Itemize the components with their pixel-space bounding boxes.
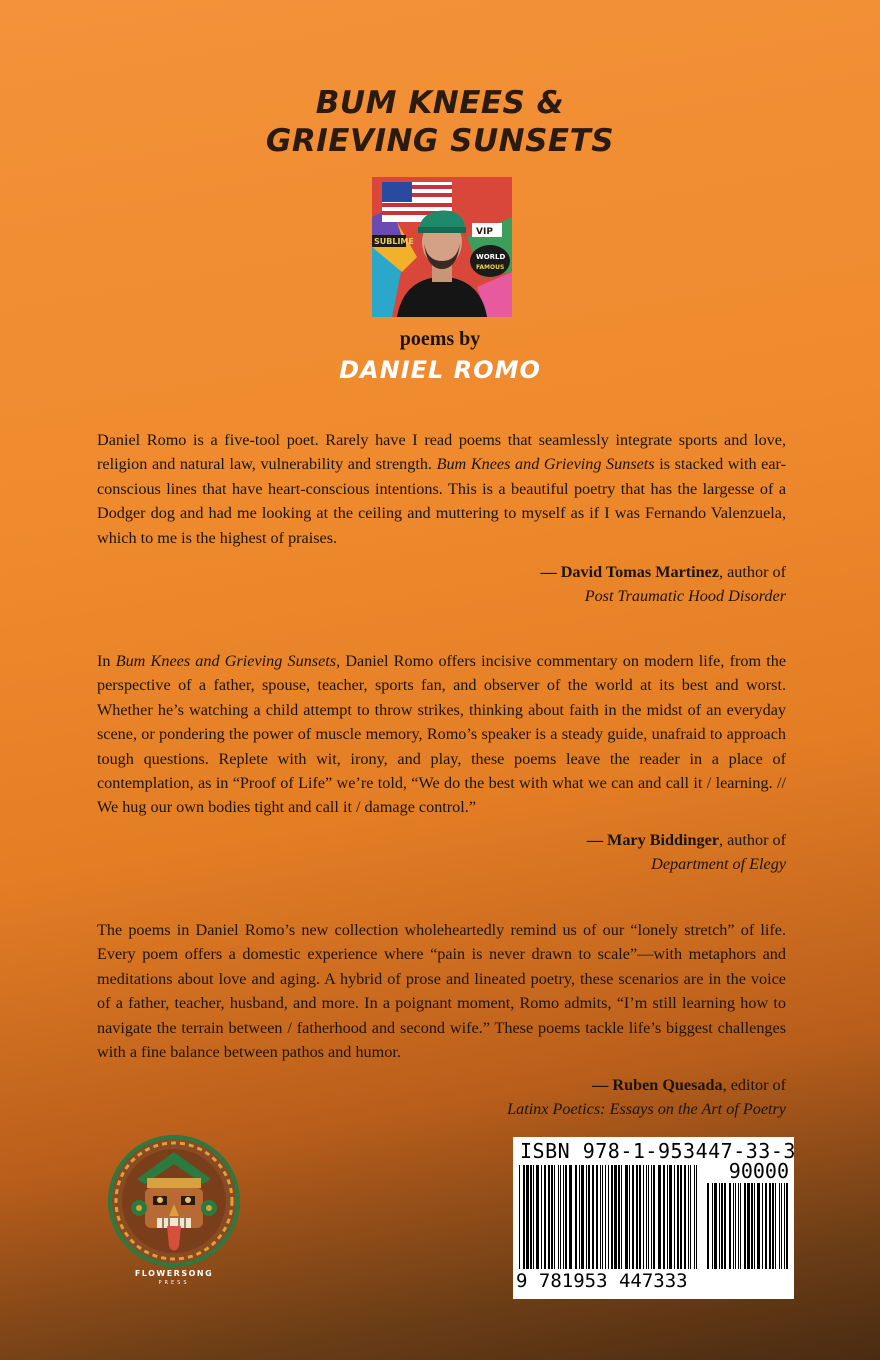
- barcode-bar: [765, 1183, 767, 1269]
- barcode-bar: [724, 1183, 726, 1269]
- blurb-3: [97, 918, 786, 1064]
- byline: poems by: [399, 328, 481, 350]
- barcode-bar: [733, 1183, 734, 1269]
- barcode-bar: [747, 1183, 750, 1269]
- barcode-bar: [558, 1165, 559, 1269]
- attribution-1-book: Post Traumatic Hood Disorder: [584, 587, 786, 605]
- barcode-bar: [592, 1165, 594, 1269]
- blurb-1-text-before: Daniel Romo is a five-tool poet. Rarely have I read poems that seamlessly integrate sports and love, religion and natural law, vulnerability and strength.: [97, 431, 786, 474]
- publisher-logo-icon: [107, 1134, 241, 1268]
- barcode-bar: [779, 1183, 780, 1269]
- book-title-line-2: GRIEVING SUNSETS: [265, 123, 615, 159]
- barcode-bar: [608, 1165, 609, 1269]
- barcode-bar: [618, 1165, 620, 1269]
- barcode-bar: [680, 1165, 682, 1269]
- photo-sign-famous: FAMOUS: [476, 264, 505, 271]
- attribution-2: [186, 828, 786, 876]
- attribution-3: [186, 1073, 786, 1121]
- barcode-bar: [714, 1183, 717, 1269]
- barcode-bar: [636, 1165, 638, 1269]
- barcode-bar: [738, 1183, 739, 1269]
- barcode-bar: [586, 1165, 587, 1269]
- author-photo: [372, 177, 512, 317]
- barcode-bar: [526, 1165, 529, 1269]
- barcode-bar: [735, 1183, 736, 1269]
- barcode-bar: [541, 1165, 542, 1269]
- barcode-bar: [651, 1165, 652, 1269]
- barcode-bar: [533, 1165, 534, 1269]
- barcode-bar: [544, 1165, 546, 1269]
- attribution-3-book: Latinx Poetics: Essays on the Art of Poetry: [507, 1100, 786, 1118]
- barcode-bar: [740, 1183, 741, 1269]
- blurb-2-italic-title: Bum Knees and Grieving Sunsets: [115, 652, 337, 670]
- photo-sign-world: WORLD: [476, 253, 506, 261]
- attribution-2-role: , author of: [719, 831, 786, 849]
- isbn-number: ISBN 978-1-953447-33-3: [520, 1139, 796, 1163]
- barcode-bar: [648, 1165, 649, 1269]
- blurb-1-text-after: is stacked with ear-conscious lines that have heart-conscious intentions. This is a beautiful poetry that has the largesse of a Dodger dog and had me looking at the ceiling and muttering to myself as if I was Fernando Valenzuela, which to me is the highest of praises.: [97, 455, 786, 547]
- barcode-bar: [721, 1183, 723, 1269]
- book-title-line-1: BUM KNEES &: [315, 85, 565, 121]
- barcode-bar: [769, 1183, 771, 1269]
- blurb-3-text-before: The poems in Daniel Romo’s new collection wholeheartedly remind us of our “lonely stretch” of life. Every poem offers a domestic experience where “pain is never drawn to scale”—with metaphors and meditations about love and aging. A hybrid of prose and lineated poetry, these scenarios are in the voice of a father, teacher, husband, and more. In a poignant moment, Romo admits, “I’m still learning how to navigate the terrain between / fatherhood and second wife.” These poems tackle life’s biggest challenges with a fine balance between pathos and humor.: [97, 921, 786, 1062]
- barcode-bar: [632, 1165, 634, 1269]
- barcode-bar: [530, 1165, 532, 1269]
- barcode-bar: [560, 1165, 561, 1269]
- barcode-bar: [674, 1165, 675, 1269]
- barcode-bar: [614, 1165, 617, 1269]
- attribution-3-name: — Ruben Quesada: [592, 1076, 723, 1094]
- barcode-bar: [565, 1165, 567, 1269]
- barcode-bar: [621, 1165, 622, 1269]
- barcode-bar: [694, 1165, 695, 1269]
- barcode-bar: [712, 1183, 713, 1269]
- blurb-1-italic-title: Bum Knees and Grieving Sunsets: [436, 455, 655, 474]
- barcode-bar: [751, 1183, 753, 1269]
- attribution-1: [186, 560, 786, 608]
- barcode-bar: [677, 1165, 679, 1269]
- blurb-1: [97, 428, 786, 550]
- barcode-bar: [581, 1165, 584, 1269]
- barcode-bar: [784, 1183, 785, 1269]
- barcode-bar: [554, 1165, 555, 1269]
- barcode-bar: [643, 1165, 644, 1269]
- attribution-3-role: , editor of: [722, 1076, 786, 1094]
- barcode-bar: [775, 1183, 776, 1269]
- barcode-bar: [629, 1165, 630, 1269]
- barcode-bar: [667, 1165, 668, 1269]
- barcode-bar: [639, 1165, 641, 1269]
- barcode-bar: [548, 1165, 550, 1269]
- barcode-bar: [707, 1183, 709, 1269]
- barcode-bar: [605, 1165, 606, 1269]
- barcode-bar: [602, 1165, 603, 1269]
- barcode-bar: [579, 1165, 580, 1269]
- barcode-bar: [653, 1165, 655, 1269]
- barcode-bar: [523, 1165, 525, 1269]
- barcode-bar: [781, 1183, 782, 1269]
- publisher-name: FLOWERSONG: [134, 1269, 214, 1278]
- attribution-2-book: Department of Elegy: [651, 855, 786, 873]
- barcode-bar: [611, 1165, 613, 1269]
- barcode-bar: [600, 1165, 601, 1269]
- attribution-1-role: , author of: [719, 563, 786, 581]
- publisher-subtitle: PRESS: [158, 1280, 190, 1286]
- barcode-bar: [719, 1183, 720, 1269]
- barcode-bar: [772, 1183, 774, 1269]
- barcode-bar: [551, 1165, 553, 1269]
- barcode-bar: [625, 1165, 628, 1269]
- blurb-2: [97, 649, 786, 820]
- barcode-bar: [786, 1183, 788, 1269]
- barcode-bar: [563, 1165, 564, 1269]
- barcode-bar: [536, 1165, 539, 1269]
- blurb-2-text-before: In: [97, 652, 116, 670]
- barcode-bar: [754, 1183, 755, 1269]
- barcode-bar: [684, 1165, 686, 1269]
- barcode-bar: [744, 1183, 746, 1269]
- attribution-2-name: — Mary Biddinger: [586, 831, 720, 849]
- photo-sign-vip: VIP: [476, 227, 493, 237]
- photo-sign-sublime: SUBLIME: [374, 237, 414, 246]
- barcode-bar: [688, 1165, 689, 1269]
- barcode-bar: [729, 1183, 731, 1269]
- barcode-bar: [663, 1165, 665, 1269]
- price-code: 90000: [728, 1159, 789, 1183]
- author-name: DANIEL ROMO: [339, 356, 541, 384]
- attribution-1-name: — David Tomas Martinez: [540, 563, 720, 581]
- barcode-bar: [519, 1165, 520, 1269]
- barcode-bar: [762, 1183, 763, 1269]
- barcode-bar: [588, 1165, 590, 1269]
- barcode-bar: [596, 1165, 598, 1269]
- barcode-bar: [696, 1165, 697, 1269]
- barcode-bar: [658, 1165, 661, 1269]
- barcode-bar: [669, 1165, 672, 1269]
- blurb-2-text-after: , Daniel Romo offers incisive commentary on modern life, from the perspective of a father, spouse, teacher, sports fan, and observer of the world at its best and worst. Whether he’s watching a child attempt to throw strikes, thinking about faith in the midst of an everyday scene, or pondering the power of muscle memory, Romo’s speaker is a steady guide, unafraid to approach tough questions. Replete with wit, irony, and play, these poems leave the reader in a place of contemplation, as in “Proof of Life” we’re told, “We do the best with what we can and call it / learning. // We hug our own bodies tight and call it / damage control.”: [97, 652, 787, 817]
- ean-digits: 9 781953 447333: [516, 1270, 688, 1292]
- barcode-bar: [646, 1165, 647, 1269]
- barcode-bar: [575, 1165, 577, 1269]
- barcode-bar: [569, 1165, 572, 1269]
- barcode-bar: [757, 1183, 760, 1269]
- barcode-bar: [690, 1165, 691, 1269]
